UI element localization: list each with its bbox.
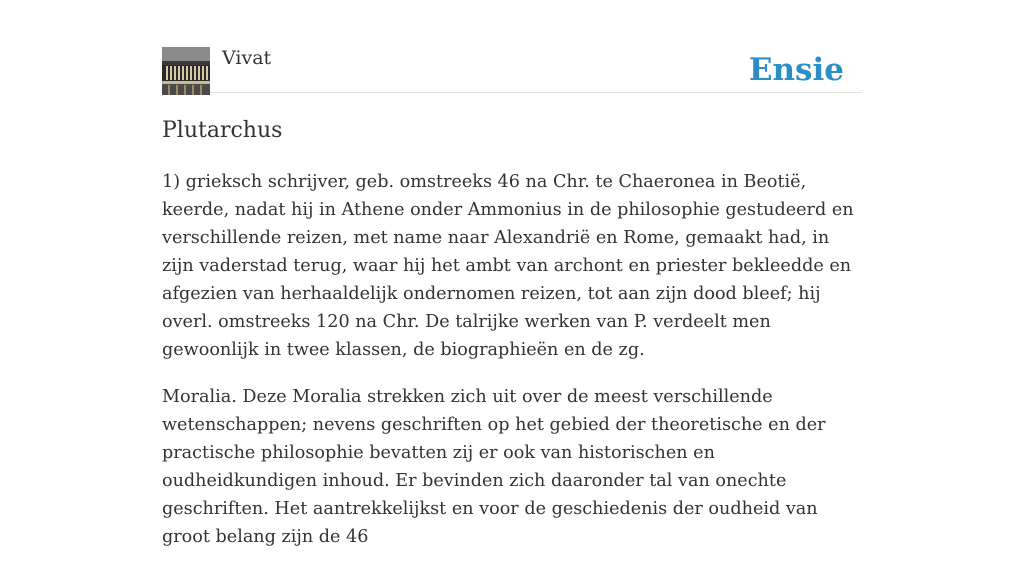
bookshelf-icon[interactable] <box>162 47 210 95</box>
article-paragraph: Moralia. Deze Moralia strekken zich uit over de meest verschillende wetenschappen; nevens geschriften op het gebied der theoretische en der practische philosophie bevatten zij er ook van historischen en oudheidkundigen inhoud. Er bevinden zich daaronder tal van onechte geschriften. Het aantrekkelijkst en voor de geschiedenis der oudheid van groot belang zijn de 46 <box>162 387 826 547</box>
brand-logo[interactable]: Ensie <box>748 52 844 88</box>
header <box>162 46 862 93</box>
article-paragraph: 1) grieksch schrijver, geb. omstreeks 46 na Chr. te Chaeronea in Beotië, keerde, nadat hij in Athene onder Ammonius in de philosophie gestudeerd en verschillende reizen, met name naar Alexandrië en Rome, gemaakt had, in zijn vaderstad terug, waar hij het ambt van archont en priester bekleedde en afgezien van herhaaldelijk ondernomen reizen, tot aan zijn dood bleef; hij overl. omstreeks 120 na Chr. De talrijke werken van P. verdeelt men gewoonlijk in twee klassen, de biographieën en de zg. <box>162 172 854 360</box>
article-body <box>162 168 862 570</box>
source-name[interactable]: Vivat <box>222 47 272 69</box>
page-title: Plutarchus <box>162 118 283 143</box>
